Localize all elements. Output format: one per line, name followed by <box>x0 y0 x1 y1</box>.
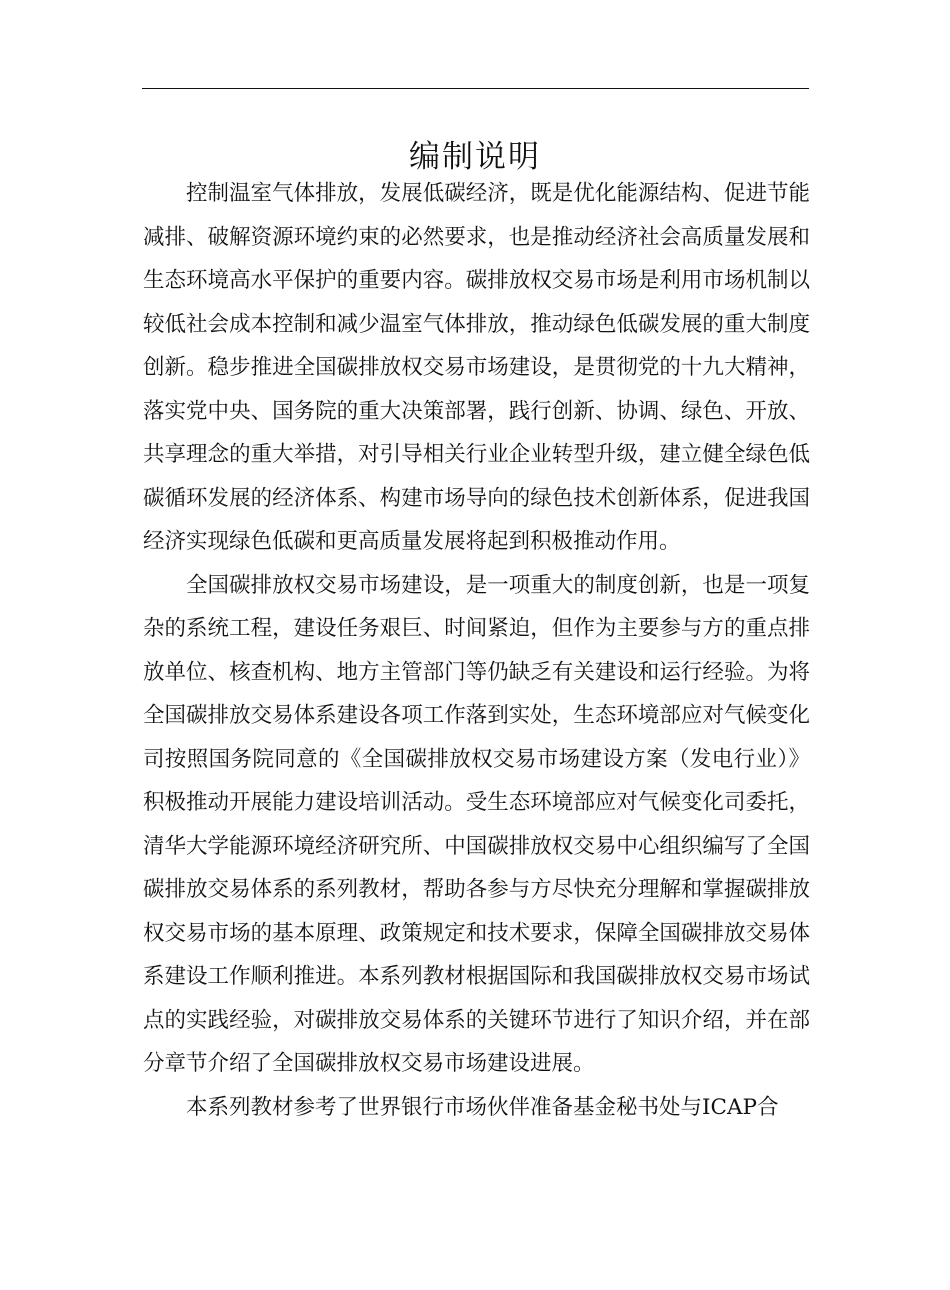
header-rule <box>142 88 809 89</box>
paragraph-1: 控制温室气体排放，发展低碳经济，既是优化能源结构、促进节能减排、破解资源环境约束的必然要求，也是推动经济社会高质量发展和生态环境高水平保护的重要内容。碳排放权交易市场是利用市场机制以较低社会成本控制和减少温室气体排放，推动绿色低碳发展的重大制度创新。稳步推进全国碳排放权交易市场建设，是贯彻党的十九大精神，落实党中央、国务院的重大决策部署，践行创新、协调、绿色、开放、共享理念的重大举措，对引导相关行业企业转型升级，建立健全绿色低碳循环发展的经济体系、构建市场导向的绿色技术创新体系，促进我国经济实现绿色低碳和更高质量发展将起到积极推动作用。 <box>143 181 810 554</box>
paragraph-3: 本系列教材参考了世界银行市场伙伴准备基金秘书处与ICAP合 <box>186 1094 779 1120</box>
paragraph-2: 全国碳排放权交易市场建设，是一项重大的制度创新，也是一项复杂的系统工程，建设任务艰巨、时间紧迫，但作为主要参与方的重点排放单位、核查机构、地方主管部门等仍缺乏有关建设和运行经验。为将全国碳排放交易体系建设各项工作落到实处，生态环境部应对气候变化司按照国务院同意的《全国碳排放权交易市场建设方案（发电行业）》积极推动开展能力建设培训活动。受生态环境部应对气候变化司委托，清华大学能源环境经济研究所、中国碳排放权交易中心组织编写了全国碳排放交易体系的系列教材，帮助各参与方尽快充分理解和掌握碳排放权交易市场的基本原理、政策规定和技术要求，保障全国碳排放交易体系建设工作顺利推进。本系列教材根据国际和我国碳排放权交易市场试点的实践经验，对碳排放交易体系的关键环节进行了知识介绍，并在部分章节介绍了全国碳排放权交易市场建设进展。 <box>143 572 810 1076</box>
body-text <box>143 172 810 1129</box>
page-title: 编制说明 <box>409 138 541 175</box>
